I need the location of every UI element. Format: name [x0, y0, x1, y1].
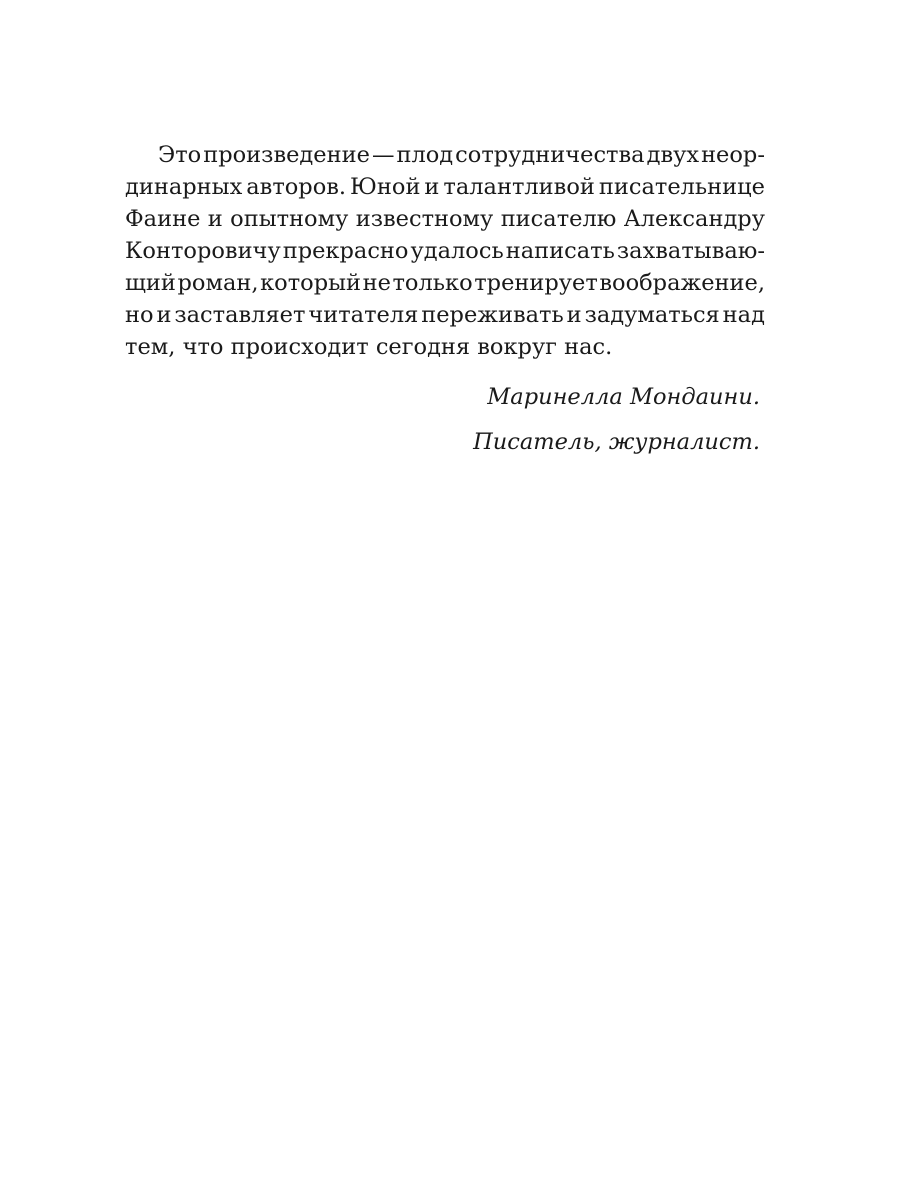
- paragraph-line: тем, что происходит сегодня вокруг нас.: [125, 334, 613, 360]
- paragraph-word: только: [392, 270, 473, 296]
- paragraph-word: прекрасно: [282, 238, 409, 264]
- paragraph-line: [125, 299, 765, 331]
- paragraph-line: [125, 203, 765, 235]
- paragraph-word: писателю: [500, 206, 617, 232]
- foreword-paragraph: [125, 139, 765, 363]
- paragraph-word: Юной: [350, 174, 421, 200]
- paragraph-word: удалось: [410, 238, 504, 264]
- paragraph-word: роман,: [177, 270, 259, 296]
- author-signature-title: Писатель, журналист.: [473, 429, 760, 455]
- paragraph-word: Конторовичу: [125, 238, 281, 264]
- paragraph-word: двух: [646, 142, 700, 168]
- paragraph-word: произведение: [203, 142, 370, 168]
- paragraph-word: известному: [355, 206, 494, 232]
- paragraph-word: захватываю-: [616, 238, 765, 264]
- paragraph-word: и: [156, 302, 172, 328]
- paragraph-word: и: [207, 206, 223, 232]
- author-signature-name: Маринелла Мондаини.: [487, 384, 760, 410]
- paragraph-word: сотрудничества: [455, 142, 645, 168]
- paragraph-word: над: [722, 302, 765, 328]
- paragraph-word: Это: [158, 142, 202, 168]
- paragraph-word: Александру: [623, 206, 765, 232]
- paragraph-word: динарных: [125, 174, 243, 200]
- paragraph-word: не: [362, 270, 391, 296]
- paragraph-word: неор-: [701, 142, 765, 168]
- paragraph-word: и: [424, 174, 440, 200]
- paragraph-word: опытному: [230, 206, 349, 232]
- paragraph-word: Фаине: [125, 206, 201, 232]
- paragraph-word: читателя: [308, 302, 419, 328]
- paragraph-word: —: [371, 142, 395, 168]
- paragraph-word: задуматься: [584, 302, 720, 328]
- paragraph-line: [125, 139, 765, 171]
- paragraph-word: щий: [125, 270, 176, 296]
- paragraph-word: переживать: [421, 302, 564, 328]
- paragraph-word: но: [125, 302, 154, 328]
- paragraph-line: [125, 171, 765, 203]
- paragraph-line: [125, 267, 765, 299]
- paragraph-word: тренирует: [474, 270, 598, 296]
- paragraph-word: талантливой: [443, 174, 595, 200]
- paragraph-word: и: [566, 302, 582, 328]
- paragraph-word: воображение,: [599, 270, 765, 296]
- paragraph-line: [125, 235, 765, 267]
- paragraph-word: написать: [505, 238, 615, 264]
- paragraph-word: авторов.: [246, 174, 347, 200]
- paragraph-word: плод: [396, 142, 454, 168]
- paragraph-word: который: [260, 270, 362, 296]
- paragraph-word: писательнице: [598, 174, 765, 200]
- paragraph-word: заставляет: [174, 302, 306, 328]
